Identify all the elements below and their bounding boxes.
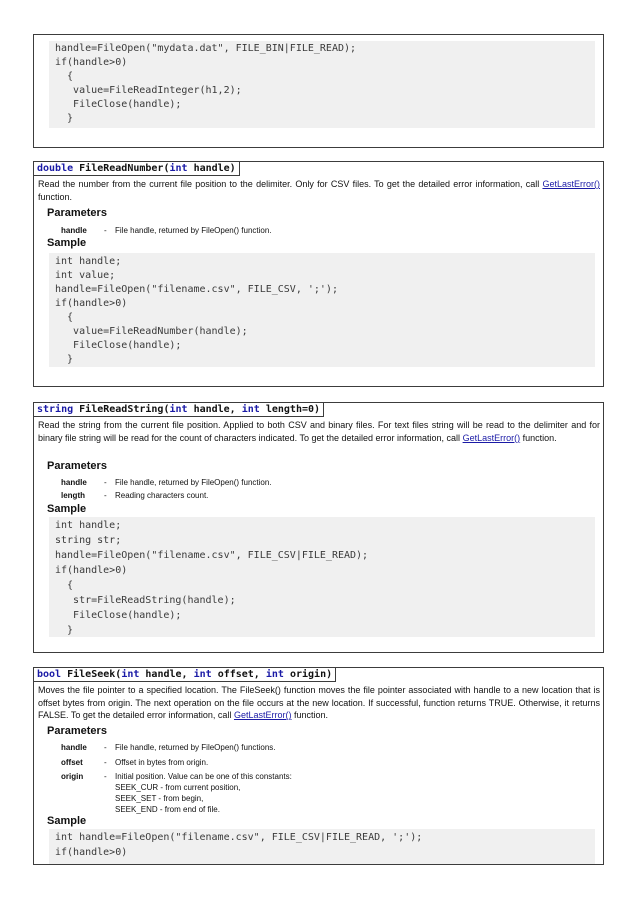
code-line: handle=FileOpen("mydata.dat", FILE_BIN|FILE_READ); <box>55 43 357 54</box>
param-name: length <box>61 491 85 500</box>
param-name: handle) <box>193 163 236 174</box>
description-text: Read the number from the current file position to the delimiter. Only for CSV files. To get the detailed error information, call <box>38 179 540 189</box>
description-text-end: function. <box>294 710 329 720</box>
param-dash: - <box>104 478 107 487</box>
code-block <box>49 829 595 865</box>
param-type: int <box>193 669 212 680</box>
description-text-end: function. <box>38 191 73 202</box>
param-name: length=0) <box>265 404 321 415</box>
param-dash: - <box>104 772 107 781</box>
param-description: File handle, returned by FileOpen() function. <box>115 226 272 235</box>
sample-heading: Sample <box>47 815 87 827</box>
sample-heading: Sample <box>47 503 87 515</box>
code-line: { <box>55 71 74 82</box>
param-name: origin) <box>289 669 333 680</box>
code-line: str=FileReadString(handle); <box>55 595 236 606</box>
param-type: int <box>121 669 140 680</box>
param-description: File handle, returned by FileOpen() functions. <box>115 743 276 752</box>
parameters-heading: Parameters <box>47 207 107 219</box>
code-line: if(handle>0) <box>55 298 128 309</box>
code-block <box>49 517 595 637</box>
return-type: bool <box>37 669 62 680</box>
sample-block-top <box>33 34 604 148</box>
code-block <box>49 253 595 367</box>
param-description: Initial position. Value can be one of this constants: SEEK_CUR - from current position, SEEK_SET - from begin, SEEK_END - from end of file. <box>115 772 292 814</box>
parameters-heading: Parameters <box>47 460 107 472</box>
code-line: handle=FileOpen("filename.csv", FILE_CSV|FILE_READ); <box>55 550 369 561</box>
code-line: if(handle>0) <box>55 57 128 68</box>
code-line: FileClose(handle); <box>55 610 182 621</box>
function-block-filereadnumber <box>33 161 604 387</box>
code-line: } <box>55 625 74 636</box>
code-line: value=FileReadNumber(handle); <box>55 326 248 337</box>
function-description <box>38 419 600 444</box>
code-line: FileClose(handle); <box>55 99 182 110</box>
code-line: } <box>55 354 74 365</box>
code-line: if(handle>0) <box>55 565 128 576</box>
param-dash: - <box>104 758 107 767</box>
function-description <box>38 178 600 203</box>
param-name: handle, <box>145 669 188 680</box>
param-type: int <box>169 404 188 415</box>
function-signature <box>34 403 324 417</box>
code-line: FileClose(handle); <box>55 340 182 351</box>
param-dash: - <box>104 226 107 235</box>
param-name: handle, <box>193 404 236 415</box>
param-name: origin <box>61 772 84 781</box>
code-line: int handle=FileOpen("filename.csv", FILE_CSV|FILE_READ, ';'); <box>55 832 423 843</box>
return-type: double <box>37 163 74 174</box>
code-line: { <box>55 312 74 323</box>
code-line: string str; <box>55 535 122 546</box>
getlasterror-link[interactable]: GetLastError() <box>462 432 521 443</box>
function-signature <box>34 162 240 176</box>
getlasterror-link[interactable]: GetLastError() <box>542 179 600 189</box>
function-signature <box>34 668 336 682</box>
param-name: handle <box>61 743 87 752</box>
return-type: string <box>37 404 74 415</box>
function-name: FileReadString( <box>79 404 170 415</box>
getlasterror-link[interactable]: GetLastError() <box>233 710 292 720</box>
param-name: handle <box>61 226 87 235</box>
code-line: value=FileReadInteger(h1,2); <box>55 85 242 96</box>
code-block <box>49 41 595 128</box>
function-block-fileseek <box>33 667 604 865</box>
description-text-end: function. <box>522 432 557 443</box>
param-name: offset <box>61 758 83 767</box>
code-line: int handle; <box>55 256 122 267</box>
param-name: handle <box>61 478 87 487</box>
param-type: int <box>241 404 260 415</box>
parameters-heading: Parameters <box>47 725 107 737</box>
param-type: int <box>265 669 284 680</box>
description-text: Read the string from the current file position. Applied to both CSV and binary files. For text files string will be read to the delimiter and for binary file string will be read for the count of characters indicated. To get the detailed error information, call <box>38 420 600 443</box>
code-line: int handle; <box>55 520 122 531</box>
param-dash: - <box>104 743 107 752</box>
function-description <box>38 684 600 722</box>
code-line: if(handle>0) <box>55 847 128 858</box>
param-description: Offset in bytes from origin. <box>115 758 209 767</box>
code-line: handle=FileOpen("filename.csv", FILE_CSV, ';'); <box>55 284 338 295</box>
code-line: { <box>55 580 74 591</box>
code-line: int value; <box>55 270 116 281</box>
function-name: FileReadNumber( <box>79 163 170 174</box>
sample-heading: Sample <box>47 237 87 249</box>
description-text: Moves the file pointer to a specified location. The FileSeek() function moves the file pointer associated with handle to a new location that is offset bytes from origin. The next operation on the file occurs at the new location. If successful, function returns TRUE. Otherwise, it returns FALSE. To get the detailed error information, call <box>38 685 600 720</box>
function-name: FileSeek( <box>67 669 122 680</box>
param-name: offset, <box>217 669 260 680</box>
param-dash: - <box>104 491 107 500</box>
param-description: Reading characters count. <box>115 491 209 500</box>
code-line: } <box>55 113 74 124</box>
param-type: int <box>169 163 188 174</box>
param-description: File handle, returned by FileOpen() function. <box>115 478 272 487</box>
function-block-filereadstring <box>33 402 604 653</box>
